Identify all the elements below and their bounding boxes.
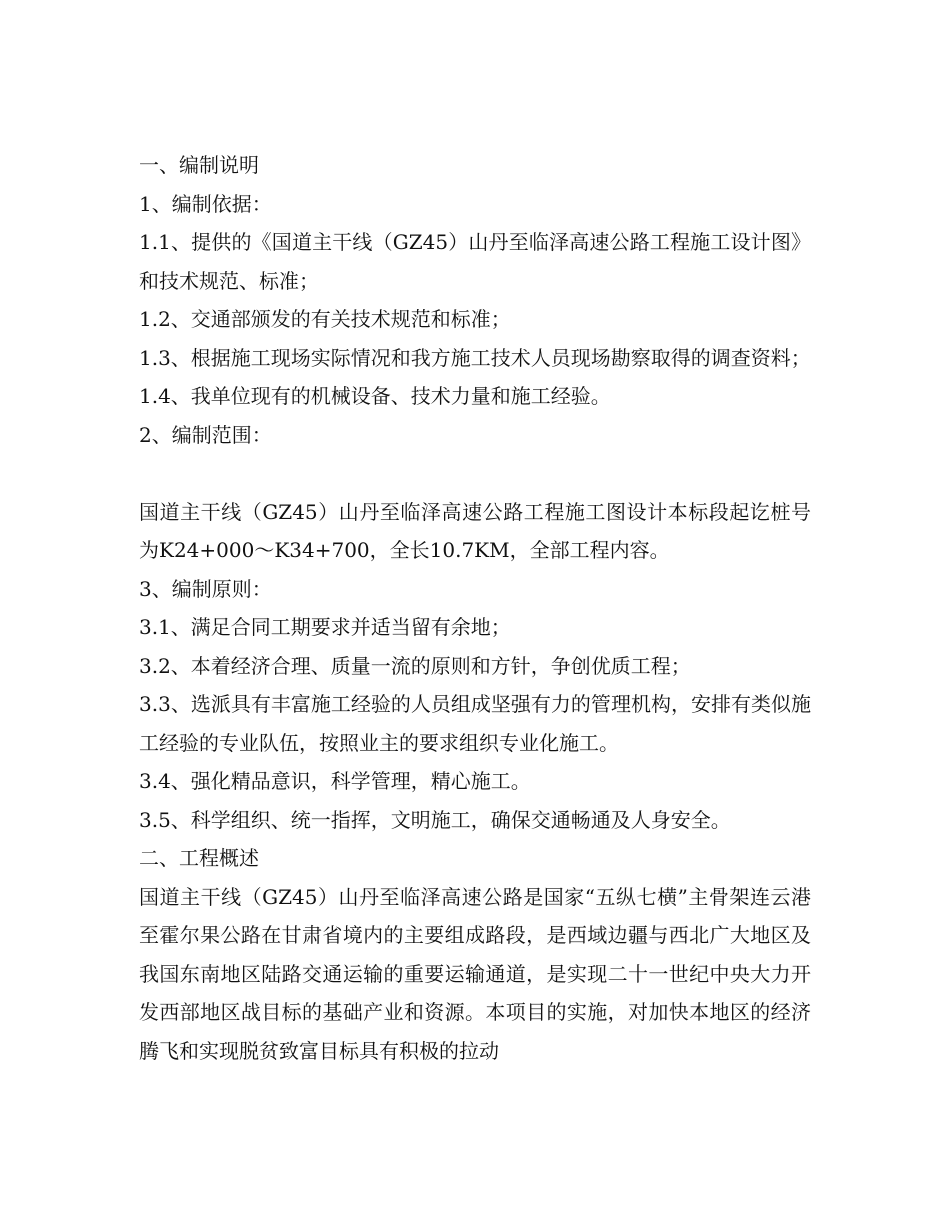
heading-compilation-notes: 一、编制说明	[139, 153, 259, 177]
heading-compilation-scope: 2、编制范围：	[139, 422, 272, 447]
paragraph-principle-3-1: 3.1、满足合同工期要求并适当留有余地；	[139, 615, 511, 639]
heading-compilation-principles: 3、编制原则：	[139, 576, 272, 601]
blank-line	[139, 454, 811, 493]
document-body	[139, 146, 811, 1070]
paragraph-scope: 国道主干线（GZ45）山丹至临泽高速公路工程施工图设计本标段起讫桩号为K24+000～K34+700，全长10.7KM，全部工程内容。	[139, 499, 811, 562]
heading-project-overview: 二、工程概述	[139, 846, 259, 870]
paragraph-basis-1-3: 1.3、根据施工现场实际情况和我方施工技术人员现场勘察取得的调查资料；	[139, 345, 811, 370]
paragraph-principle-3-5: 3.5、科学组织、统一指挥，文明施工，确保交通畅通及人身安全。	[139, 807, 731, 832]
paragraph-principle-3-2: 3.2、本着经济合理、质量一流的原则和方针，争创优质工程；	[139, 653, 691, 678]
paragraph-basis-1-2: 1.2、交通部颁发的有关技术规范和标准；	[139, 307, 511, 331]
paragraph-basis-1-4: 1.4、我单位现有的机械设备、技术力量和施工经验。	[139, 384, 611, 408]
heading-compilation-basis: 1、编制依据：	[139, 191, 272, 216]
paragraph-principle-3-3: 3.3、选派具有丰富施工经验的人员组成坚强有力的管理机构，安排有类似施工经验的专业队伍，按照业主的要求组织专业化施工。	[139, 692, 811, 755]
paragraph-project-overview: 国道主干线（GZ45）山丹至临泽高速公路是国家“五纵七横”主骨架连云港至霍尔果公路在甘肃省境内的主要组成路段，是西域边疆与西北广大地区及我国东南地区陆路交通运输的重要运输通道，是实现二十一世纪中央大力开发西部地区战目标的基础产业和资源。本项目的实施，对加快本地区的经济腾飞和实现脱贫致富目标具有积极的拉动	[139, 884, 811, 1063]
paragraph-basis-1-1: 1.1、提供的《国道主干线（GZ45）山丹至临泽高速公路工程施工设计图》和技术规范、标准；	[139, 230, 811, 293]
paragraph-principle-3-4: 3.4、强化精品意识，科学管理，精心施工。	[139, 769, 531, 793]
